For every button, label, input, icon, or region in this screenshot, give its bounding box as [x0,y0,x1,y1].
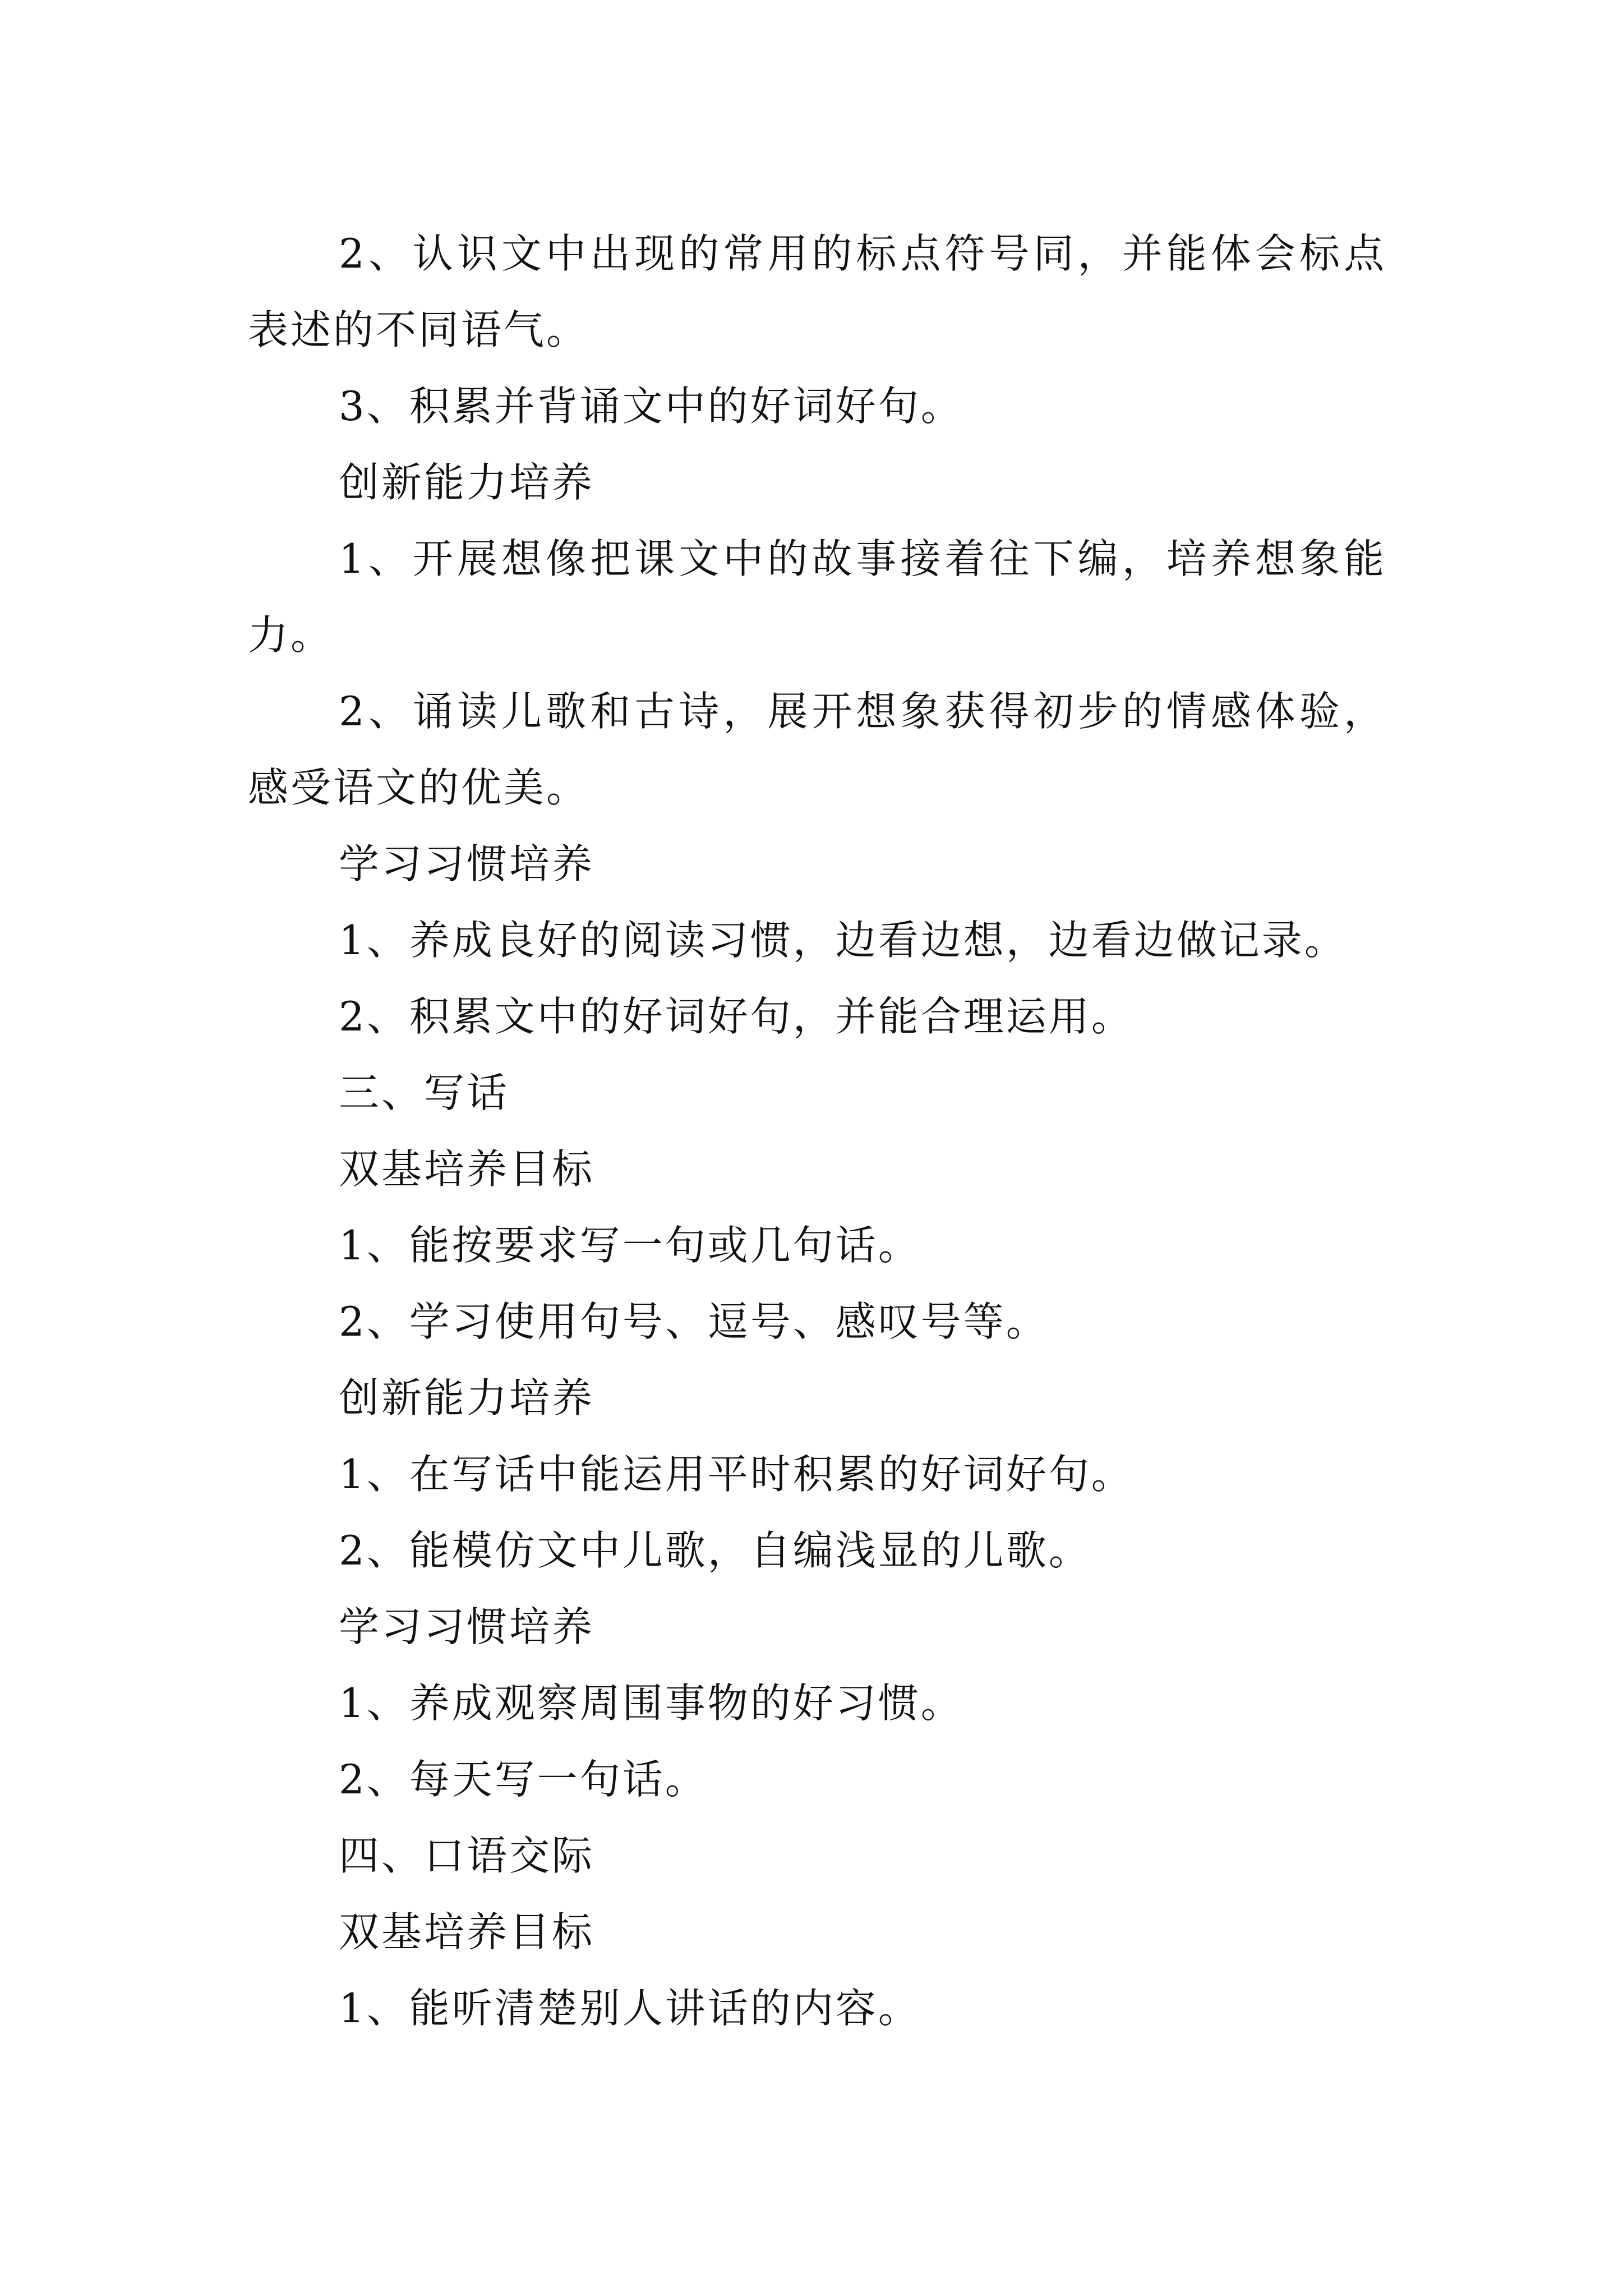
section-heading: 创新能力培养 [339,459,595,506]
paragraph: 2、每天写一句话。 [339,1756,708,1803]
paragraph: 3、积累并背诵文中的好词好句。 [339,383,963,430]
paragraph: 1、能按要求写一句或几句话。 [339,1222,921,1269]
paragraph: 2、认识文中出现的常用的标点符号同，并能体会标点表述的不同语气。 [248,230,1386,353]
paragraph: 1、开展想像把课文中的故事接着往下编，培养想象能力。 [248,535,1386,659]
document-body [248,215,1386,2046]
paragraph: 2、诵读儿歌和古诗，展开想象获得初步的情感体验，感受语文的优美。 [248,688,1386,811]
paragraph: 1、养成良好的阅读习惯，边看边想，边看边做记录。 [339,917,1347,964]
paragraph: 2、学习使用句号、逗号、感叹号等。 [339,1298,1049,1345]
paragraph: 1、能听清楚别人讲话的内容。 [339,1985,921,2032]
paragraph: 2、能模仿文中儿歌，自编浅显的儿歌。 [339,1527,1091,1574]
paragraph: 1、养成观察周围事物的好习惯。 [339,1680,963,1727]
section-heading: 双基培养目标 [339,1145,595,1193]
section-heading: 学习习惯培养 [339,840,595,887]
chapter-heading: 三、写话 [339,1069,510,1116]
section-heading: 学习习惯培养 [339,1603,595,1650]
paragraph: 2、积累文中的好词好句，并能合理运用。 [339,993,1134,1040]
section-heading: 双基培养目标 [339,1908,595,1955]
paragraph: 1、在写话中能运用平时积累的好词好句。 [339,1451,1134,1498]
chapter-heading: 四、口语交际 [339,1832,595,1879]
section-heading: 创新能力培养 [339,1374,595,1421]
